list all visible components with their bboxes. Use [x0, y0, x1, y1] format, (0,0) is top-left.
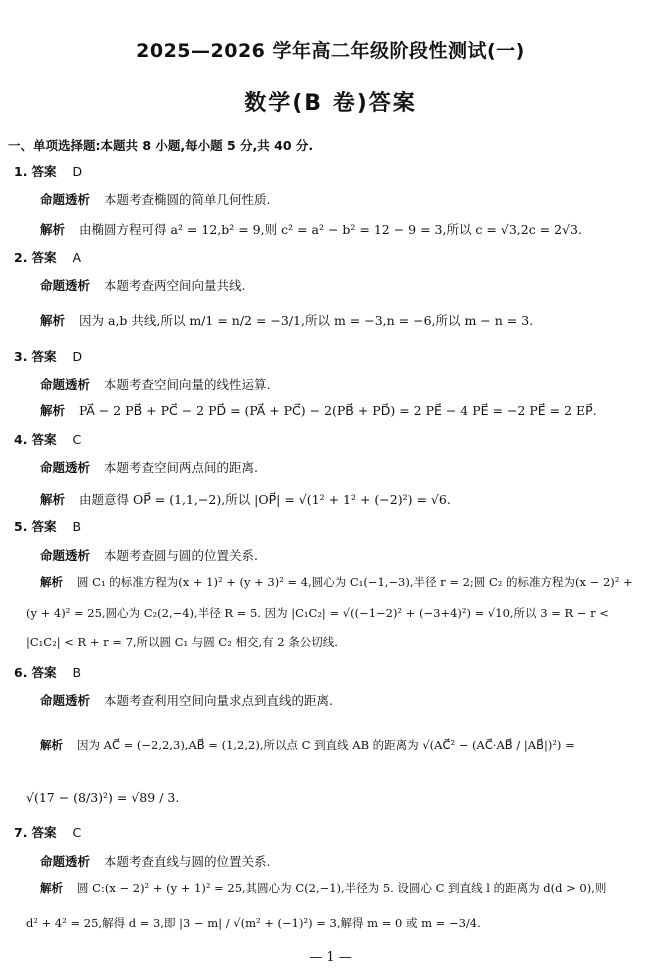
intent-label: 命题透析: [40, 192, 91, 207]
question-5-analysis: [40, 574, 633, 590]
analysis-label: 解析: [40, 575, 63, 589]
question-6-intent: [40, 691, 333, 709]
question-4-analysis: [40, 490, 451, 508]
analysis-label: 解析: [40, 313, 66, 328]
intent-label: 命题透析: [40, 278, 91, 293]
question-6-analysis-cont: √(17 − (8/3)²) = √89 / 3.: [26, 790, 180, 805]
question-7-intent: [40, 852, 271, 870]
intent-text: 本题考查直线与圆的位置关系.: [104, 854, 271, 869]
answer-value: B: [72, 519, 82, 534]
intent-text: 本题考查空间两点间的距离.: [104, 460, 258, 475]
answer-value: C: [72, 432, 82, 447]
intent-label: 命题透析: [40, 854, 91, 869]
answer-label: 答案: [31, 164, 57, 179]
question-number: 2.: [14, 250, 28, 265]
question-2-answer: [14, 248, 81, 266]
question-number: 6.: [14, 665, 28, 680]
question-2-analysis: [40, 311, 533, 329]
answer-label: 答案: [31, 432, 57, 447]
intent-text: 本题考查椭圆的简单几何性质.: [104, 192, 271, 207]
intent-text: 本题考查空间向量的线性运算.: [104, 377, 271, 392]
question-number: 7.: [14, 825, 28, 840]
page-subtitle: 数学(B 卷)答案: [244, 91, 417, 116]
page-title: 2025—2026 学年高二年级阶段性测试(一): [136, 40, 525, 62]
question-5-analysis-cont: |C₁C₂| < R + r = 7,所以圆 C₁ 与圆 C₂ 相交,有 2 条公切线.: [26, 635, 338, 649]
answer-label: 答案: [31, 519, 57, 534]
analysis-text: 因为 a,b 共线,所以 m/1 = n/2 = −3/1,所以 m = −3,n = −6,所以 m − n = 3.: [79, 313, 534, 328]
question-3-answer: [14, 347, 82, 365]
answer-value: B: [72, 665, 82, 680]
question-5-intent: [40, 546, 258, 564]
question-5-answer: [14, 517, 81, 535]
intent-text: 本题考查利用空间向量求点到直线的距离.: [104, 693, 333, 708]
analysis-text: 由题意得 OP⃗ = (1,1,−2),所以 |OP⃗| = √(1² + 1² + (−2)²) = √6.: [79, 492, 451, 507]
answer-label: 答案: [31, 825, 57, 840]
question-5-analysis-cont: (y + 4)² = 25,圆心为 C₂(2,−4),半径 R = 5. 因为 |C₁C₂| = √((−1−2)² + (−3+4)²) = √10,所以 3 = R − r <: [26, 606, 609, 620]
analysis-label: 解析: [40, 881, 63, 895]
question-6-analysis: [40, 737, 575, 753]
question-2-intent: [40, 276, 246, 294]
question-1-answer: [14, 162, 82, 180]
analysis-label: 解析: [40, 738, 63, 752]
question-1-intent: [40, 190, 271, 208]
question-number: 3.: [14, 349, 28, 364]
intent-label: 命题透析: [40, 460, 91, 475]
answer-label: 答案: [31, 349, 57, 364]
answer-value: C: [72, 825, 82, 840]
analysis-text: 圆 C₁ 的标准方程为(x + 1)² + (y + 3)² = 4,圆心为 C₁(−1,−3),半径 r = 2;圆 C₂ 的标准方程为(x − 2)² +: [77, 575, 633, 589]
answer-label: 答案: [31, 250, 57, 265]
question-3-intent: [40, 375, 271, 393]
intent-text: 本题考查圆与圆的位置关系.: [104, 548, 258, 563]
question-7-analysis-cont: d² + 4² = 25,解得 d = 3,即 |3 − m| / √(m² + (−1)²) = 3,解得 m = 0 或 m = −3/4.: [26, 916, 481, 930]
analysis-label: 解析: [40, 222, 66, 237]
question-3-analysis: [40, 401, 597, 419]
analysis-text: PA⃗ − 2 PB⃗ + PC⃗ − 2 PD⃗ = (PA⃗ + PC⃗) − 2(PB⃗ + PD⃗) = 2 PE⃗ − 4 PE⃗ = −2 PE⃗ = 2 EP⃗.: [79, 403, 597, 418]
question-6-answer: [14, 663, 81, 681]
answer-value: A: [72, 250, 81, 265]
question-4-answer: [14, 430, 81, 448]
analysis-label: 解析: [40, 492, 66, 507]
question-7-analysis: [40, 880, 606, 896]
page-number: — 1 —: [309, 950, 352, 965]
answer-label: 答案: [31, 665, 57, 680]
answer-value: D: [72, 349, 83, 364]
analysis-text: 由椭圆方程可得 a² = 12,b² = 9,则 c² = a² − b² = 12 − 9 = 3,所以 c = √3,2c = 2√3.: [79, 222, 582, 237]
question-4-intent: [40, 458, 258, 476]
question-1-analysis: [40, 220, 582, 238]
question-number: 5.: [14, 519, 28, 534]
question-number: 4.: [14, 432, 28, 447]
intent-label: 命题透析: [40, 548, 91, 563]
intent-label: 命题透析: [40, 377, 91, 392]
intent-text: 本题考查两空间向量共线.: [104, 278, 246, 293]
question-7-answer: [14, 823, 81, 841]
question-number: 1.: [14, 164, 28, 179]
answer-value: D: [72, 164, 83, 179]
intent-label: 命题透析: [40, 693, 91, 708]
section-heading: 一、单项选择题:本题共 8 小题,每小题 5 分,共 40 分.: [8, 138, 314, 153]
analysis-label: 解析: [40, 403, 66, 418]
analysis-text: 因为 AC⃗ = (−2,2,3),AB⃗ = (1,2,2),所以点 C 到直线 AB 的距离为 √(AC⃗² − (AC⃗·AB⃗ / |AB⃗|)²) =: [77, 738, 575, 752]
analysis-text: 圆 C:(x − 2)² + (y + 1)² = 25,其圆心为 C(2,−1),半径为 5. 设圆心 C 到直线 l 的距离为 d(d > 0),则: [77, 881, 607, 895]
